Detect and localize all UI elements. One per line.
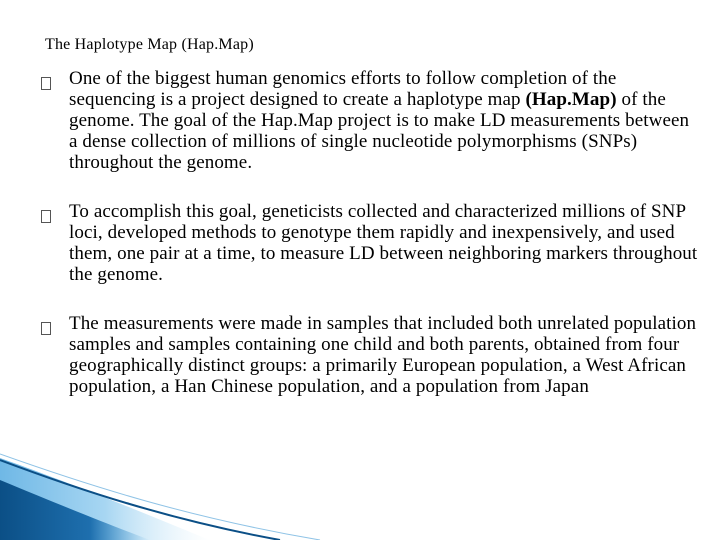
bullet-box-icon xyxy=(41,322,51,335)
bullet-text-bold: (Hap.Map) xyxy=(525,89,617,110)
bullet-text-part: One of the biggest human genomics efforts to follow completion of the sequencing is a project designed to create a haplotype map xyxy=(69,68,617,110)
bullet-item xyxy=(40,313,700,397)
bullet-text xyxy=(69,313,700,397)
bullet-item xyxy=(40,201,700,285)
bullet-box-icon xyxy=(41,77,51,90)
bullet-text xyxy=(69,201,700,285)
bullet-text-part: To accomplish this goal, geneticists collected and characterized millions of SNP loci, developed methods to genotype them rapidly and inexpensively, and used them, one pair at a time, to measure LD between neighboring markers throughout the genome. xyxy=(69,201,698,285)
bullet-box-icon xyxy=(41,210,51,223)
bullet-text-part: of the genome. The goal of the Hap.Map project is to make LD measurements between a dense collection of millions of single nucleotide polymorphisms (SNPs) throughout the genome. xyxy=(69,89,690,173)
bullet-item xyxy=(40,68,700,173)
bullet-list xyxy=(40,68,700,425)
slide-title: The Haplotype Map (Hap.Map) xyxy=(45,36,254,53)
bullet-text xyxy=(69,68,700,173)
bullet-text-part: The measurements were made in samples that included both unrelated population samples and samples containing one child and both parents, obtained from four geographically distinct groups: a primarily European population, a West African population, a Han Chinese population, and a population from Japan xyxy=(69,313,697,397)
corner-wave-decoration xyxy=(0,450,720,540)
